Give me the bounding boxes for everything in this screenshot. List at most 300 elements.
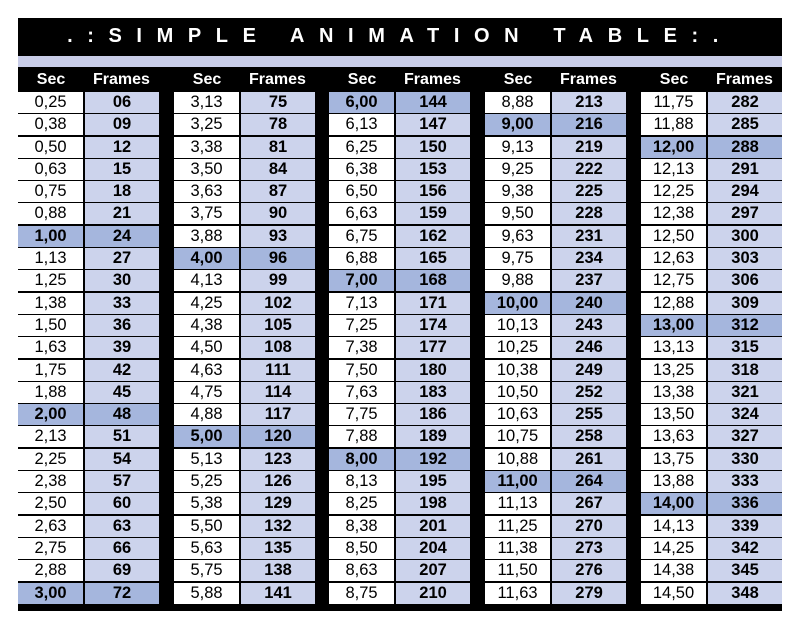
table-row	[485, 114, 626, 135]
frames-cell: 216	[552, 114, 626, 135]
table-row	[174, 426, 315, 447]
frames-cell: 48	[85, 404, 159, 425]
frames-cell: 63	[85, 516, 159, 537]
frames-cell: 303	[708, 248, 782, 269]
sec-cell: 1,88	[18, 382, 83, 403]
frames-cell: 69	[85, 560, 159, 581]
sec-cell: 11,88	[641, 114, 706, 135]
table-row	[18, 449, 159, 470]
table-row	[18, 426, 159, 447]
frames-cell: 105	[241, 315, 315, 336]
frames-cell: 12	[85, 137, 159, 158]
frames-cell: 156	[396, 181, 470, 202]
frames-cell: 321	[708, 382, 782, 403]
frames-cell: 132	[241, 516, 315, 537]
sec-cell: 3,38	[174, 137, 239, 158]
table-row	[641, 226, 782, 247]
title-divider	[18, 56, 782, 67]
column-header	[174, 68, 315, 92]
table-row	[174, 449, 315, 470]
table-row	[329, 493, 470, 514]
sec-cell: 2,38	[18, 471, 83, 492]
table-row	[18, 203, 159, 224]
sec-header: Sec	[36, 71, 66, 88]
frames-cell: 240	[552, 293, 626, 314]
table-row	[174, 360, 315, 381]
sec-cell: 11,38	[485, 538, 550, 559]
table-row	[329, 137, 470, 158]
table-row	[174, 404, 315, 425]
frames-cell: 198	[396, 493, 470, 514]
sec-cell: 7,38	[329, 337, 394, 358]
frames-cell: 189	[396, 426, 470, 447]
sec-cell: 9,88	[485, 270, 550, 291]
table-column-4	[485, 68, 626, 611]
frames-cell: 78	[241, 114, 315, 135]
frames-cell: 267	[552, 493, 626, 514]
sec-cell: 11,63	[485, 583, 550, 604]
table-row	[329, 449, 470, 470]
frames-cell: 297	[708, 203, 782, 224]
frames-cell: 102	[241, 293, 315, 314]
table-title: .:SIMPLE ANIMATION TABLE:.	[67, 25, 733, 47]
frames-cell: 309	[708, 293, 782, 314]
frames-cell: 222	[552, 159, 626, 180]
table-row	[641, 560, 782, 581]
sec-cell: 0,25	[18, 92, 83, 113]
table-row	[485, 426, 626, 447]
table-row	[641, 159, 782, 180]
sec-cell: 10,00	[485, 293, 550, 314]
table-row	[641, 114, 782, 135]
frames-cell: 228	[552, 203, 626, 224]
sec-cell: 0,75	[18, 181, 83, 202]
table-row	[174, 471, 315, 492]
table-row	[174, 92, 315, 113]
frames-cell: 129	[241, 493, 315, 514]
frames-cell: 33	[85, 293, 159, 314]
sec-cell: 12,50	[641, 226, 706, 247]
table-row	[18, 270, 159, 291]
sec-cell: 7,75	[329, 404, 394, 425]
frames-cell: 114	[241, 382, 315, 403]
sec-cell: 10,50	[485, 382, 550, 403]
frames-cell: 24	[85, 226, 159, 247]
frames-cell: 300	[708, 226, 782, 247]
frames-cell: 36	[85, 315, 159, 336]
sec-cell: 4,63	[174, 360, 239, 381]
sec-cell: 4,38	[174, 315, 239, 336]
sec-cell: 9,00	[485, 114, 550, 135]
sec-cell: 8,75	[329, 583, 394, 604]
frames-cell: 336	[708, 493, 782, 514]
sec-cell: 5,38	[174, 493, 239, 514]
table-row	[329, 248, 470, 269]
frames-cell: 201	[396, 516, 470, 537]
column-header	[641, 68, 782, 92]
sec-cell: 13,63	[641, 426, 706, 447]
sec-cell: 6,00	[329, 92, 394, 113]
sec-cell: 4,50	[174, 337, 239, 358]
sec-cell: 12,38	[641, 203, 706, 224]
frames-header: Frames	[93, 71, 150, 88]
table-row	[485, 516, 626, 537]
table-row	[174, 315, 315, 336]
frames-cell: 51	[85, 426, 159, 447]
sec-cell: 13,00	[641, 315, 706, 336]
frames-cell: 147	[396, 114, 470, 135]
frames-cell: 327	[708, 426, 782, 447]
frames-cell: 162	[396, 226, 470, 247]
sec-cell: 1,50	[18, 315, 83, 336]
sec-cell: 3,13	[174, 92, 239, 113]
frames-cell: 258	[552, 426, 626, 447]
frames-cell: 150	[396, 137, 470, 158]
sec-cell: 11,50	[485, 560, 550, 581]
sec-cell: 8,38	[329, 516, 394, 537]
table-row	[485, 315, 626, 336]
sec-cell: 6,13	[329, 114, 394, 135]
table-row	[329, 270, 470, 291]
sec-header: Sec	[347, 71, 377, 88]
frames-cell: 285	[708, 114, 782, 135]
frames-cell: 249	[552, 360, 626, 381]
table-row	[18, 337, 159, 358]
frames-cell: 144	[396, 92, 470, 113]
column-header	[18, 68, 159, 92]
table-row	[329, 404, 470, 425]
sec-cell: 14,13	[641, 516, 706, 537]
table-row	[485, 583, 626, 604]
sec-cell: 3,63	[174, 181, 239, 202]
table-row	[641, 181, 782, 202]
table-row	[329, 293, 470, 314]
frames-cell: 57	[85, 471, 159, 492]
frames-cell: 06	[85, 92, 159, 113]
table-row	[329, 360, 470, 381]
table-row	[174, 248, 315, 269]
table-row	[18, 493, 159, 514]
frames-cell: 177	[396, 337, 470, 358]
sec-cell: 1,00	[18, 226, 83, 247]
frames-cell: 75	[241, 92, 315, 113]
sec-cell: 9,63	[485, 226, 550, 247]
table-row	[329, 114, 470, 135]
sec-header: Sec	[503, 71, 533, 88]
table-row	[641, 337, 782, 358]
animation-table	[18, 18, 782, 611]
sec-cell: 13,25	[641, 360, 706, 381]
table-row	[485, 226, 626, 247]
frames-cell: 273	[552, 538, 626, 559]
table-row	[641, 449, 782, 470]
sec-cell: 10,63	[485, 404, 550, 425]
column-header	[485, 68, 626, 92]
frames-cell: 288	[708, 137, 782, 158]
frames-cell: 183	[396, 382, 470, 403]
frames-cell: 231	[552, 226, 626, 247]
sec-cell: 13,38	[641, 382, 706, 403]
table-row	[641, 471, 782, 492]
frames-cell: 282	[708, 92, 782, 113]
sec-cell: 11,13	[485, 493, 550, 514]
table-row	[329, 203, 470, 224]
sec-cell: 12,13	[641, 159, 706, 180]
sec-header: Sec	[192, 71, 222, 88]
table-row	[18, 159, 159, 180]
frames-cell: 339	[708, 516, 782, 537]
frames-cell: 171	[396, 293, 470, 314]
table-row	[329, 181, 470, 202]
table-row	[174, 560, 315, 581]
sec-cell: 6,75	[329, 226, 394, 247]
frames-cell: 270	[552, 516, 626, 537]
sec-cell: 3,00	[18, 583, 83, 604]
sec-cell: 9,75	[485, 248, 550, 269]
sec-cell: 2,50	[18, 493, 83, 514]
table-row	[485, 471, 626, 492]
frames-cell: 264	[552, 471, 626, 492]
table-row	[329, 315, 470, 336]
table-row	[18, 181, 159, 202]
table-row	[485, 159, 626, 180]
table-row	[329, 159, 470, 180]
frames-cell: 330	[708, 449, 782, 470]
frames-cell: 195	[396, 471, 470, 492]
table-row	[641, 137, 782, 158]
frames-cell: 126	[241, 471, 315, 492]
table-row	[641, 404, 782, 425]
frames-cell: 324	[708, 404, 782, 425]
sec-cell: 10,88	[485, 449, 550, 470]
frames-cell: 15	[85, 159, 159, 180]
table-row	[329, 516, 470, 537]
sec-cell: 7,25	[329, 315, 394, 336]
sec-cell: 12,25	[641, 181, 706, 202]
table-row	[485, 248, 626, 269]
sec-cell: 12,00	[641, 137, 706, 158]
frames-cell: 90	[241, 203, 315, 224]
sec-cell: 1,75	[18, 360, 83, 381]
sec-cell: 5,25	[174, 471, 239, 492]
table-row	[18, 560, 159, 581]
table-row	[641, 270, 782, 291]
frames-header: Frames	[716, 71, 773, 88]
frames-cell: 174	[396, 315, 470, 336]
frames-cell: 153	[396, 159, 470, 180]
frames-cell: 45	[85, 382, 159, 403]
frames-cell: 255	[552, 404, 626, 425]
table-row	[485, 493, 626, 514]
frames-cell: 138	[241, 560, 315, 581]
sec-cell: 12,75	[641, 270, 706, 291]
frames-cell: 294	[708, 181, 782, 202]
table-row	[174, 538, 315, 559]
sec-cell: 6,88	[329, 248, 394, 269]
sec-cell: 2,88	[18, 560, 83, 581]
frames-cell: 318	[708, 360, 782, 381]
sec-cell: 14,50	[641, 583, 706, 604]
table-row	[174, 114, 315, 135]
frames-cell: 345	[708, 560, 782, 581]
table-row	[485, 382, 626, 403]
frames-header: Frames	[404, 71, 461, 88]
sec-cell: 14,25	[641, 538, 706, 559]
table-row	[174, 493, 315, 514]
sec-cell: 5,00	[174, 426, 239, 447]
sec-cell: 1,13	[18, 248, 83, 269]
sec-cell: 7,13	[329, 293, 394, 314]
sec-cell: 3,88	[174, 226, 239, 247]
table-row	[485, 203, 626, 224]
sec-cell: 8,00	[329, 449, 394, 470]
table-row	[174, 226, 315, 247]
table-row	[329, 471, 470, 492]
table-row	[329, 583, 470, 604]
frames-cell: 18	[85, 181, 159, 202]
table-row	[18, 404, 159, 425]
frames-cell: 159	[396, 203, 470, 224]
frames-cell: 204	[396, 538, 470, 559]
sec-cell: 14,00	[641, 493, 706, 514]
frames-cell: 30	[85, 270, 159, 291]
table-row	[485, 270, 626, 291]
sec-cell: 9,38	[485, 181, 550, 202]
sec-cell: 10,75	[485, 426, 550, 447]
table-row	[18, 516, 159, 537]
table-row	[18, 538, 159, 559]
frames-cell: 246	[552, 337, 626, 358]
table-row	[329, 426, 470, 447]
table-row	[641, 315, 782, 336]
frames-header: Frames	[249, 71, 306, 88]
sec-cell: 2,25	[18, 449, 83, 470]
frames-cell: 66	[85, 538, 159, 559]
sec-cell: 11,00	[485, 471, 550, 492]
frames-cell: 165	[396, 248, 470, 269]
frames-cell: 135	[241, 538, 315, 559]
table-row	[18, 583, 159, 604]
frames-cell: 207	[396, 560, 470, 581]
sec-cell: 8,50	[329, 538, 394, 559]
table-row	[329, 560, 470, 581]
sec-cell: 7,50	[329, 360, 394, 381]
frames-cell: 42	[85, 360, 159, 381]
sec-cell: 2,63	[18, 516, 83, 537]
sec-cell: 2,13	[18, 426, 83, 447]
sec-cell: 10,38	[485, 360, 550, 381]
sec-cell: 0,50	[18, 137, 83, 158]
frames-cell: 192	[396, 449, 470, 470]
sec-cell: 7,63	[329, 382, 394, 403]
table-column-5	[641, 68, 782, 611]
sec-cell: 0,88	[18, 203, 83, 224]
table-row	[641, 538, 782, 559]
table-row	[485, 538, 626, 559]
sec-cell: 2,00	[18, 404, 83, 425]
sec-cell: 13,50	[641, 404, 706, 425]
frames-cell: 315	[708, 337, 782, 358]
frames-cell: 306	[708, 270, 782, 291]
frames-cell: 60	[85, 493, 159, 514]
table-row	[18, 226, 159, 247]
sec-cell: 6,38	[329, 159, 394, 180]
frames-cell: 342	[708, 538, 782, 559]
sec-cell: 8,88	[485, 92, 550, 113]
sec-cell: 2,75	[18, 538, 83, 559]
sec-cell: 7,88	[329, 426, 394, 447]
frames-cell: 225	[552, 181, 626, 202]
sec-cell: 4,25	[174, 293, 239, 314]
table-row	[174, 337, 315, 358]
table-row	[641, 382, 782, 403]
frames-cell: 39	[85, 337, 159, 358]
sec-cell: 6,50	[329, 181, 394, 202]
frames-cell: 99	[241, 270, 315, 291]
frames-cell: 21	[85, 203, 159, 224]
sec-cell: 5,50	[174, 516, 239, 537]
frames-cell: 234	[552, 248, 626, 269]
sec-cell: 11,75	[641, 92, 706, 113]
table-row	[329, 538, 470, 559]
sec-cell: 13,75	[641, 449, 706, 470]
frames-cell: 87	[241, 181, 315, 202]
sec-cell: 12,63	[641, 248, 706, 269]
frames-cell: 219	[552, 137, 626, 158]
frames-cell: 84	[241, 159, 315, 180]
table-row	[18, 471, 159, 492]
sec-cell: 12,88	[641, 293, 706, 314]
sec-cell: 5,75	[174, 560, 239, 581]
table-row	[485, 560, 626, 581]
table-row	[174, 159, 315, 180]
frames-cell: 312	[708, 315, 782, 336]
table-row	[174, 137, 315, 158]
frames-cell: 168	[396, 270, 470, 291]
frames-cell: 348	[708, 583, 782, 604]
sec-cell: 5,88	[174, 583, 239, 604]
sec-cell: 9,25	[485, 159, 550, 180]
sec-cell: 5,13	[174, 449, 239, 470]
table-row	[485, 337, 626, 358]
table-row	[485, 360, 626, 381]
frames-cell: 210	[396, 583, 470, 604]
frames-cell: 93	[241, 226, 315, 247]
sec-cell: 11,25	[485, 516, 550, 537]
table-row	[329, 337, 470, 358]
table-row	[485, 92, 626, 113]
table-row	[641, 248, 782, 269]
table-row	[18, 248, 159, 269]
sec-cell: 0,38	[18, 114, 83, 135]
sec-cell: 8,63	[329, 560, 394, 581]
table-column-2	[174, 68, 315, 611]
sec-cell: 6,63	[329, 203, 394, 224]
table-row	[329, 226, 470, 247]
frames-cell: 276	[552, 560, 626, 581]
sec-cell: 4,13	[174, 270, 239, 291]
frames-cell: 123	[241, 449, 315, 470]
table-row	[18, 137, 159, 158]
frames-cell: 81	[241, 137, 315, 158]
frames-cell: 27	[85, 248, 159, 269]
sec-cell: 1,38	[18, 293, 83, 314]
table-row	[18, 360, 159, 381]
sec-header: Sec	[659, 71, 689, 88]
table-column-3	[329, 68, 470, 611]
frames-cell: 72	[85, 583, 159, 604]
sec-cell: 8,25	[329, 493, 394, 514]
